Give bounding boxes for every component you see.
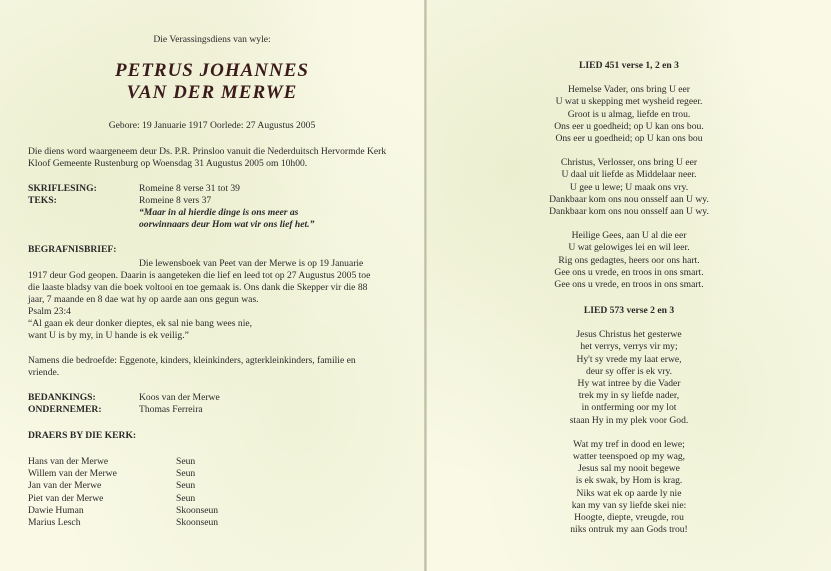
hymn-line: Jesus Christus het gesterwe <box>576 329 682 341</box>
deceased-name-line2: VAN DER MERWE <box>126 82 298 103</box>
hymn-line: Niks wat ek op aarde ly nie <box>576 487 682 499</box>
bearer-name: Hans van der Merwe <box>28 456 109 467</box>
psalm-line2: want U is by my, in U hande is ek veilig.” <box>28 330 189 341</box>
hymn-line: Rig ons gedagtes, heers oor ons hart. <box>558 254 700 266</box>
obituary-line3: die laaste bladsy van die boek voltooi en toe gemaak is. Ons dank die Skepper vir die 88 <box>28 282 368 293</box>
hymn-line: het verrys, verrys vir my; <box>580 341 678 353</box>
bearers-list <box>28 456 218 529</box>
bearer-relation: Skoonseun <box>176 517 219 529</box>
bearer-name: Willem van der Merwe <box>28 468 117 480</box>
hymn-line: Dankbaar kom ons nou onsself aan U wy. <box>549 193 709 205</box>
hymn-line: Heilige Gees, aan U al die eer <box>571 230 687 242</box>
bereaved-line1: Namens die bedroefde: Eggenote, kinders, kleinkinders, agterkleinkinders, familie en <box>28 355 356 366</box>
skriflesing-value: Romeine 8 verse 31 tot 39 <box>139 183 240 194</box>
deceased-name-line1: PETRUS JOHANNES <box>115 60 309 81</box>
hymn-line: Gee ons u vrede, en troos in ons smart. <box>554 279 704 291</box>
obituary-line2: 1917 deur God geopen. Daarin is aangeteken die lief en leed tot op 27 Augustus 2005 toe <box>28 270 371 281</box>
hymn-line: U wat gelowiges lei en wil leer. <box>568 242 690 254</box>
bearer-row <box>28 456 218 468</box>
hymn-title: LIED 573 verse 2 en 3 <box>583 305 675 316</box>
hymn-line: Dankbaar kom ons nou onsself aan U wy. <box>549 206 709 218</box>
hymn-line: Christus, Verlosser, ons bring U eer <box>560 157 698 169</box>
bearer-relation: Seun <box>176 456 196 467</box>
hymn-line: Ons eer u goedheid; op U kan ons bou. <box>554 120 704 132</box>
hymn-line: U gee u lewe; U maak ons vry. <box>569 181 689 193</box>
birth-death-dates: Gebore: 19 Januarie 1917 Oorlede: 27 Augustus 2005 <box>108 120 316 131</box>
hymn-line: Hy't sy vrede my laat erwe, <box>576 353 682 365</box>
hymn-line: Wat my tref in dood en lewe; <box>573 438 685 450</box>
bearer-relation: Skoonseun <box>176 504 219 516</box>
hymn-line: Gee ons u vrede, en troos in ons smart. <box>554 266 704 278</box>
bearer-relation: Seun <box>176 468 196 480</box>
bearer-name: Jan van der Merwe <box>28 480 102 492</box>
bearer-row <box>28 480 218 492</box>
hymn-line: is ek swak, by Hom is krag. <box>575 475 683 487</box>
ondernemer-label: ONDERNEMER: <box>28 404 102 415</box>
hymn-line: niks ontruk my aan Gods trou! <box>570 524 688 536</box>
hymn-line: staan Hy in my plek voor God. <box>569 414 689 426</box>
hymn-line: deur sy offer is ek vry. <box>585 365 673 377</box>
obituary-line4: jaar, 7 maande en 8 dae wat hy op aarde aan ons gegun was. <box>28 294 259 305</box>
obituary-heading: BEGRAFNISBRIEF: <box>28 244 117 255</box>
service-paragraph: Die diens word waargeneem deur Ds. P.R. Prinsloo vanuit die Nederduitsch Hervormde Kerk Kloof Gemeente Rustenburg op Woensdag 31 Augustus 2005 om 10h00. <box>28 146 387 170</box>
psalm-line1: “Al gaan ek deur donker dieptes, ek sal nie bang wees nie, <box>28 318 253 329</box>
bearer-name: Dawie Human <box>28 504 84 516</box>
hymn-line: Hoogte, diepte, vreugde, rou <box>574 512 684 524</box>
hymn-line: U daal uit liefde as Middelaar neer. <box>561 169 697 181</box>
bearer-name: Piet van der Merwe <box>28 492 104 504</box>
teks-quote-line2: oorwinnaars deur Hom wat vir ons lief het.” <box>139 219 315 230</box>
bearer-row <box>28 505 218 517</box>
bearer-name: Marius Lesch <box>28 517 81 529</box>
bearer-row <box>28 493 218 505</box>
teks-value: Romeine 8 vers 37 <box>139 195 212 206</box>
hymn-line: Jesus sal my nooit begewe <box>578 463 680 475</box>
hymn-line: Groot is u almag, liefde en trou. <box>567 108 691 120</box>
skriflesing-label: SKRIFLESING: <box>28 183 97 194</box>
bearer-row <box>28 468 218 480</box>
bearer-row <box>28 517 218 529</box>
hymn-title: LIED 451 verse 1, 2 en 3 <box>579 60 679 71</box>
psalm-reference: Psalm 23:4 <box>28 306 71 317</box>
hymn-line: kan my van sy liefde skei nie: <box>571 499 687 511</box>
bereaved-line2: vriende. <box>28 367 60 378</box>
bedankings-label: BEDANKINGS: <box>28 392 96 403</box>
hymn-line: watter teenspoed op my wag, <box>572 451 686 463</box>
hymn-line: in ontferming oor my lot <box>581 402 677 414</box>
bearers-heading: DRAERS BY DIE KERK: <box>28 430 137 441</box>
hymn-line: Hemelse Vader, ons bring U eer <box>568 84 690 96</box>
hymn-line: trek my in sy liefde nader, <box>578 390 680 402</box>
teks-quote-line1: “Maar in al hierdie dinge is ons meer as <box>139 207 299 218</box>
hymn-573 <box>427 305 831 536</box>
hymn-451 <box>427 60 831 291</box>
ondernemer-value: Thomas Ferreira <box>139 404 203 415</box>
hymn-line: Hy wat intree by die Vader <box>577 378 681 390</box>
bearer-relation: Seun <box>176 480 196 492</box>
bearer-relation: Seun <box>176 492 196 504</box>
hymn-line: U wat u skepping met wysheid regeer. <box>555 96 703 108</box>
service-intro: Die Verassingsdiens van wyle: <box>153 34 271 45</box>
hymn-line: Ons eer u goedheid; op U kan ons bou <box>555 133 703 145</box>
teks-label: TEKS: <box>28 195 57 206</box>
obituary-line1: Die lewensboek van Peet van der Merwe is op 19 Januarie <box>139 258 364 269</box>
bedankings-value: Koos van der Merwe <box>139 392 220 403</box>
